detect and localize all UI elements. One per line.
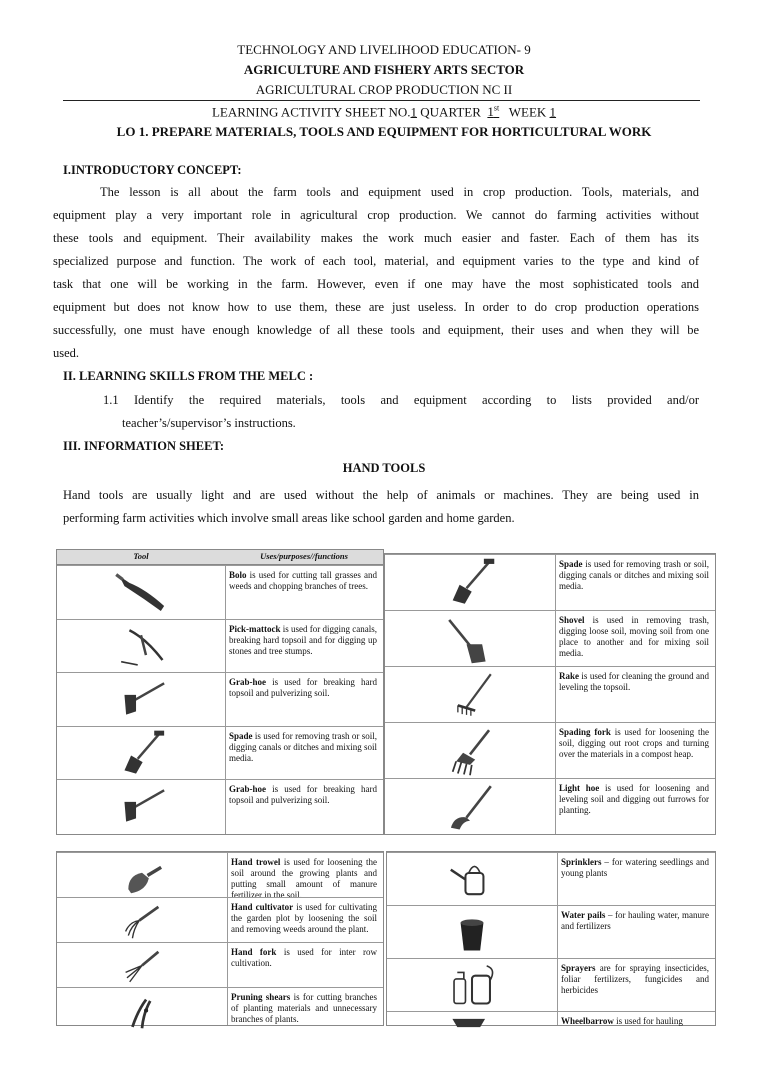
tool-use: is used for loosening the soil around the growing plants and putting small amount of manure fertilizer in the soil. <box>231 857 377 900</box>
header-divider <box>63 100 700 101</box>
tool-description <box>231 947 377 969</box>
pruning-shears-icon <box>108 990 176 1036</box>
table-header-uses: Uses/purposes//functions <box>260 551 348 561</box>
table-row <box>57 565 383 620</box>
tools-table-1 <box>56 549 384 835</box>
intro-line: equipment but does not know how to use them, these are just useless. In order to do crop production operations <box>53 300 699 314</box>
intro-heading: I.INTRODUCTORY CONCEPT: <box>63 163 242 177</box>
tool-description <box>229 784 377 806</box>
course-title: AGRICULTURAL CROP PRODUCTION NC II <box>255 82 513 97</box>
tool-name: Bolo <box>229 570 247 580</box>
wheelbarrow-icon <box>438 1014 506 1068</box>
table-row <box>57 619 383 674</box>
tool-use: is used for loosening the soil, digging out root crops and turning over the materials in a compost heap. <box>559 727 709 759</box>
tool-name: Sprayers <box>561 963 596 973</box>
tool-use: is used for cleaning the ground and leveling the topsoil. <box>559 671 709 692</box>
table-row <box>57 897 383 943</box>
table-row <box>57 852 383 898</box>
tool-name: Grab-hoe <box>229 677 266 688</box>
grab-hoe-icon <box>107 675 175 730</box>
table-row <box>385 554 715 611</box>
tool-description <box>561 1016 709 1027</box>
table-row <box>385 610 715 667</box>
sprinkler-icon <box>438 855 506 909</box>
tool-name: Grab-hoe <box>229 784 266 795</box>
tool-use: is used for inter row cultivation. <box>231 947 378 968</box>
hand-fork-icon <box>108 945 176 991</box>
tool-use: is used for loosening and leveling soil and digging out furrows for planting. <box>559 783 709 815</box>
hand-cultivator-icon <box>108 900 176 946</box>
quarter-label: QUARTER <box>420 104 481 120</box>
tool-use: is used for cutting tall grasses and weeds and chopping branches of trees. <box>229 570 377 591</box>
tool-description <box>559 671 709 693</box>
tool-name: Rake <box>559 671 579 681</box>
shovel-icon <box>436 613 504 670</box>
skills-heading: II. LEARNING SKILLS FROM THE MELC : <box>63 369 314 383</box>
tools-table-3 <box>56 851 384 1026</box>
table-row <box>385 722 715 779</box>
las-line <box>0 104 768 120</box>
week-label: WEEK <box>508 104 547 120</box>
quarter-number: 1st <box>487 104 500 120</box>
tool-description <box>559 615 709 659</box>
tool-name: Light hoe <box>559 783 600 793</box>
tool-description <box>229 624 377 657</box>
tool-name: Hand fork <box>231 947 277 957</box>
tool-use: are for spraying insecticides, foliar fertilizers, fungicides and herbicides <box>561 963 709 995</box>
las-number: 1 <box>410 104 418 120</box>
tool-name: Spade <box>559 559 583 569</box>
tool-description <box>559 783 709 816</box>
tool-description <box>561 910 709 932</box>
tool-name: Pruning shears <box>231 992 291 1002</box>
spade-icon <box>107 729 175 784</box>
tool-use: – for watering seedlings and young plants <box>561 857 709 878</box>
tool-description <box>231 902 377 935</box>
grab-hoe-icon <box>107 782 175 837</box>
bolo-icon <box>107 568 175 623</box>
intro-line: equipment play a very important role in agricultural crop production. We cannot do farming activities without <box>53 208 699 222</box>
sector-title: AGRICULTURE AND FISHERY ARTS SECTOR <box>243 62 525 77</box>
table-row <box>57 672 383 727</box>
intro-line: task that one will be working in the farm. However, even if one may have the most sophisticated tools and <box>53 277 699 291</box>
tool-use: is used for digging canals, breaking hard topsoil and for digging up stones and tree stumps. <box>229 623 377 656</box>
tool-name: Spading fork <box>559 727 611 737</box>
tool-name: Spade <box>229 730 253 741</box>
table-header-tool: Tool <box>133 551 149 561</box>
tool-name: Shovel <box>559 615 585 625</box>
tools-table-2 <box>384 553 716 835</box>
intro-line: The lesson is all about the farm tools and equipment used in crop production. Tools, materials, and <box>100 185 699 199</box>
tool-description <box>559 559 709 592</box>
tool-use: is used in removing trash, digging loose soil, moving soil from one place to another and for mixing soil media. <box>559 615 709 658</box>
table-row <box>57 779 383 834</box>
tool-use: is used for cultivating the garden plot by loosening the soil and removing weeds around the plant. <box>231 902 377 934</box>
table-row <box>385 666 715 723</box>
tool-description <box>229 570 377 592</box>
hand-tools-line1: Hand tools are usually light and are used without the help of animals or machines. They are being used in <box>63 488 699 502</box>
las-label: LEARNING ACTIVITY SHEET NO. <box>211 104 411 120</box>
tool-description <box>229 731 377 764</box>
subject-title: TECHNOLOGY AND LIVELIHOOD EDUCATION- 9 <box>237 42 531 57</box>
spading-fork-icon <box>436 725 504 782</box>
spade-icon <box>436 557 504 614</box>
table-row <box>387 958 715 1012</box>
tool-name: Pick-mattock <box>229 623 281 634</box>
week-number: 1 <box>549 104 557 120</box>
tool-use: is used for breaking hard topsoil and pulverizing soil. <box>229 784 377 806</box>
tool-description <box>559 727 709 760</box>
tools-table-4 <box>386 851 716 1026</box>
tool-description <box>229 677 377 699</box>
tool-use: is used for hauling <box>613 1016 683 1026</box>
intro-line: used. <box>53 346 80 360</box>
table-row <box>57 726 383 781</box>
tool-name: Hand cultivator <box>231 902 294 912</box>
water-pail-icon <box>438 908 506 962</box>
tool-name: Sprinklers <box>561 857 602 867</box>
tool-use: is for cutting branches of planting materials and unnecessary branches of plants. <box>231 992 377 1024</box>
table-row <box>57 987 383 1033</box>
table-row <box>385 778 715 835</box>
skill-item-1-line1: 1.1 Identify the required materials, tools and equipment according to lists provided and/or <box>103 393 699 407</box>
tool-description <box>231 857 377 901</box>
tool-use: is used for breaking hard topsoil and pulverizing soil. <box>229 677 377 699</box>
tool-name: Hand trowel <box>231 857 281 867</box>
sprayer-icon <box>438 961 506 1015</box>
hand-tools-line2: performing farm activities which involve small areas like school garden and home garden. <box>63 511 515 525</box>
table-row <box>387 905 715 959</box>
table-row <box>387 852 715 906</box>
intro-line: successfully, one must have enough knowledge of all these tools and equipment, their uses and when they will be <box>53 323 699 337</box>
hand-tools-title: HAND TOOLS <box>342 461 426 475</box>
table-row <box>387 1011 715 1065</box>
tool-name: Wheelbarrow <box>561 1016 614 1026</box>
light-hoe-icon <box>436 781 504 838</box>
learning-objective: LO 1. PREPARE MATERIALS, TOOLS AND EQUIPMENT FOR HORTICULTURAL WORK <box>116 124 652 139</box>
tool-use: is used for removing trash or soil, digging canals or ditches and mixing soil media. <box>229 730 377 763</box>
skill-item-1-line2: teacher’s/supervisor’s instructions. <box>122 416 296 430</box>
pick-mattock-icon <box>107 622 175 677</box>
tool-description <box>231 992 377 1025</box>
intro-line: these tools and equipment. Their availability makes the work much easier and faster. Each of them has its <box>53 231 699 245</box>
tool-use: – for hauling water, manure and fertilizers <box>561 910 709 931</box>
table-header <box>57 550 383 565</box>
tool-name: Water pails <box>561 910 606 920</box>
hand-trowel-icon <box>108 855 176 901</box>
table-row <box>57 942 383 988</box>
tool-use: is used for removing trash or soil, digging canals or ditches and mixing soil media. <box>559 559 709 591</box>
tool-description <box>561 857 709 879</box>
info-heading: III. INFORMATION SHEET: <box>63 439 225 453</box>
tool-description <box>561 963 709 996</box>
rake-icon <box>436 669 504 726</box>
intro-line: specialized purpose and function. The work of each tool, material, and equipment varies to the type and kind of <box>53 254 699 268</box>
